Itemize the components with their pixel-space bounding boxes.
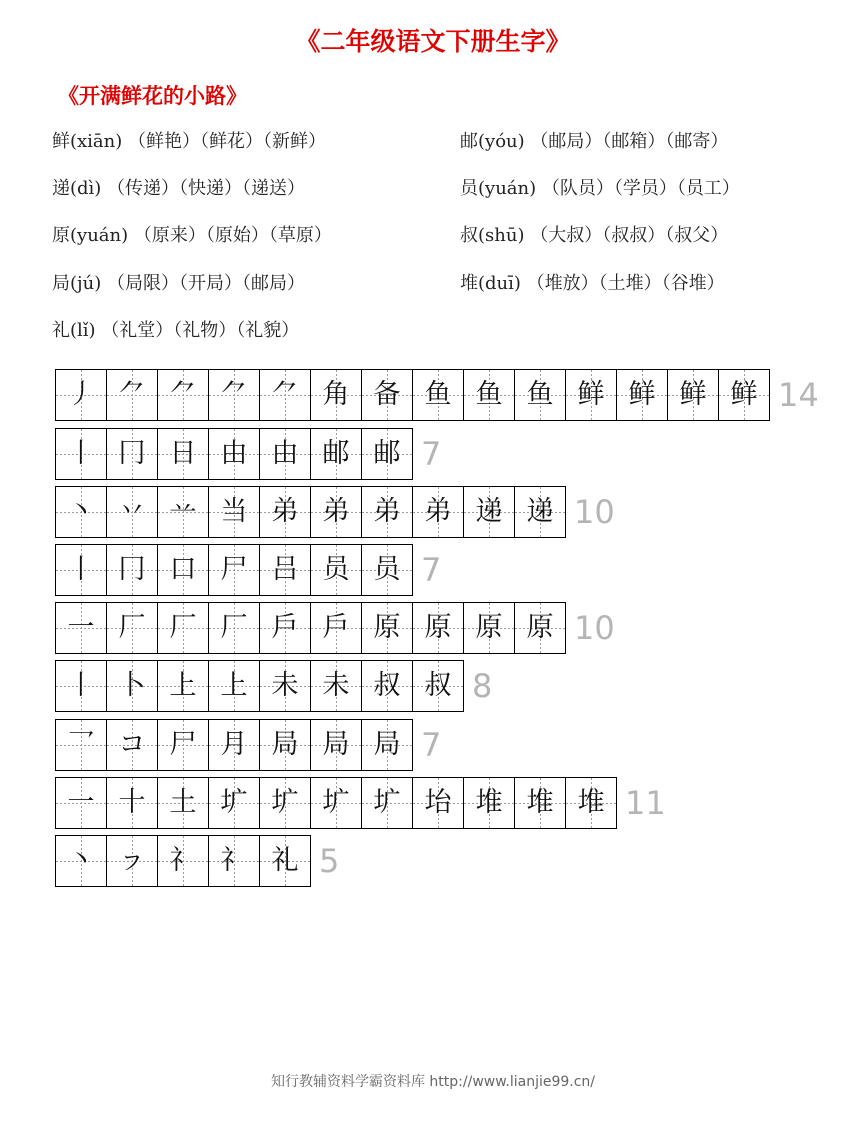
stroke-glyph: 弟 — [322, 496, 350, 527]
stroke-glyph: 局 — [322, 729, 350, 760]
stroke-cell — [617, 370, 668, 420]
stroke-count: 10 — [574, 608, 615, 647]
stroke-glyph: 坮 — [424, 787, 452, 818]
stroke-cell — [362, 603, 413, 653]
stroke-cell — [260, 370, 311, 420]
vocab-line: 堆(duī) （堆放）（土堆）（谷堆） — [460, 273, 725, 294]
stroke-glyph: ⺈ — [118, 379, 146, 410]
stroke-count: 11 — [625, 783, 666, 822]
stroke-count: 7 — [421, 434, 442, 473]
stroke-glyph: ⺈ — [271, 379, 299, 410]
stroke-glyph: 戶 — [271, 612, 299, 643]
stroke-glyph: 丿 — [67, 379, 95, 410]
footer-watermark: 知行教辅资料学霸资料库 http://www.lianjie99.cn/ — [270, 1074, 596, 1090]
stroke-cell — [311, 720, 362, 770]
stroke-glyph: 鲜 — [628, 379, 656, 410]
stroke-glyph: 未 — [271, 670, 299, 701]
stroke-glyph: 厂 — [220, 612, 248, 643]
stroke-glyph: 丨 — [67, 438, 95, 469]
stroke-row-6 — [55, 719, 441, 770]
stroke-glyph: 十 — [118, 787, 146, 818]
stroke-glyph: 上 — [169, 670, 197, 701]
stroke-cell — [158, 603, 209, 653]
stroke-row-0 — [55, 369, 819, 420]
stroke-row-3 — [55, 544, 441, 595]
stroke-count: 8 — [472, 666, 493, 705]
stroke-cell — [158, 370, 209, 420]
stroke-glyph: 圹 — [271, 787, 299, 818]
vocab-line: 鲜(xiān) （鲜艳）（鲜花）（新鲜） — [52, 131, 326, 152]
stroke-cell — [413, 370, 464, 420]
stroke-cell — [56, 661, 107, 711]
stroke-cell — [107, 545, 158, 595]
stroke-glyph: 由 — [220, 438, 248, 469]
stroke-glyph: 邮 — [373, 438, 401, 469]
stroke-cell — [56, 603, 107, 653]
stroke-glyph: 丷 — [118, 496, 146, 527]
stroke-cell — [209, 603, 260, 653]
stroke-row-2 — [55, 486, 615, 537]
stroke-glyph: 原 — [373, 612, 401, 643]
stroke-glyph: 乛 — [67, 729, 95, 760]
stroke-glyph: 弟 — [271, 496, 299, 527]
stroke-glyph: 丨 — [67, 554, 95, 585]
stroke-cell — [209, 487, 260, 537]
stroke-cells — [55, 777, 617, 829]
stroke-glyph: 鲜 — [679, 379, 707, 410]
stroke-glyph: 堆 — [475, 787, 503, 818]
stroke-cells — [55, 369, 770, 421]
stroke-row-7 — [55, 777, 666, 828]
stroke-cell — [158, 429, 209, 479]
stroke-count: 7 — [421, 725, 442, 764]
stroke-glyph: 原 — [475, 612, 503, 643]
stroke-glyph: 礻 — [169, 845, 197, 876]
stroke-cell — [464, 487, 515, 537]
stroke-cell — [107, 836, 158, 886]
stroke-count: 5 — [319, 841, 340, 880]
stroke-cell — [107, 603, 158, 653]
stroke-cell — [515, 603, 566, 653]
stroke-glyph: 递 — [526, 496, 554, 527]
stroke-cell — [107, 661, 158, 711]
stroke-cell — [311, 487, 362, 537]
stroke-cell — [311, 370, 362, 420]
stroke-cell — [209, 836, 260, 886]
stroke-glyph: 一 — [67, 612, 95, 643]
stroke-cell — [56, 720, 107, 770]
stroke-cell — [668, 370, 719, 420]
stroke-cells — [55, 428, 413, 480]
stroke-glyph: 丶 — [67, 845, 95, 876]
stroke-cell — [260, 545, 311, 595]
stroke-glyph: 弟 — [424, 496, 452, 527]
stroke-glyph: 未 — [322, 670, 350, 701]
stroke-cell — [515, 487, 566, 537]
stroke-glyph: 上 — [220, 670, 248, 701]
vocab-line: 原(yuán) （原来）（原始）（草原） — [52, 225, 332, 246]
stroke-glyph: ⺈ — [220, 379, 248, 410]
stroke-cell — [413, 487, 464, 537]
stroke-glyph: 叔 — [373, 670, 401, 701]
stroke-cell — [260, 836, 311, 886]
stroke-cell — [158, 661, 209, 711]
stroke-cells — [55, 602, 566, 654]
stroke-cell — [260, 429, 311, 479]
stroke-glyph: 堆 — [526, 787, 554, 818]
stroke-row-5 — [55, 660, 492, 711]
vocab-line: 邮(yóu) （邮局）（邮箱）（邮寄） — [460, 131, 729, 152]
stroke-cell — [56, 429, 107, 479]
stroke-cell — [209, 720, 260, 770]
vocab-line: 递(dì) （传递）（快递）（递送） — [52, 178, 306, 199]
stroke-cell — [56, 487, 107, 537]
stroke-glyph: 由 — [271, 438, 299, 469]
stroke-cell — [209, 661, 260, 711]
stroke-cell — [56, 836, 107, 886]
stroke-count: 10 — [574, 492, 615, 531]
stroke-cell — [362, 778, 413, 828]
stroke-glyph: 递 — [475, 496, 503, 527]
stroke-cell — [158, 720, 209, 770]
stroke-cell — [362, 370, 413, 420]
stroke-cell — [209, 429, 260, 479]
stroke-glyph: 原 — [424, 612, 452, 643]
stroke-cell — [107, 487, 158, 537]
stroke-cell — [311, 429, 362, 479]
stroke-glyph: 冂 — [118, 438, 146, 469]
stroke-glyph: 尸 — [220, 554, 248, 585]
stroke-cell — [107, 778, 158, 828]
stroke-cell — [413, 661, 464, 711]
stroke-count: 14 — [778, 375, 819, 414]
stroke-glyph: 弟 — [373, 496, 401, 527]
stroke-cell — [515, 370, 566, 420]
stroke-cell — [311, 603, 362, 653]
stroke-cell — [107, 370, 158, 420]
stroke-cell — [107, 720, 158, 770]
stroke-cell — [311, 661, 362, 711]
stroke-cell — [56, 370, 107, 420]
stroke-cells — [55, 486, 566, 538]
stroke-cell — [311, 778, 362, 828]
stroke-cell — [158, 545, 209, 595]
lesson-title: 《开满鲜花的小路》 — [58, 84, 247, 108]
stroke-glyph: 礼 — [271, 845, 299, 876]
stroke-glyph: 土 — [169, 787, 197, 818]
stroke-cell — [158, 778, 209, 828]
stroke-cell — [56, 545, 107, 595]
stroke-glyph: 月 — [220, 729, 248, 760]
stroke-glyph: 厂 — [118, 612, 146, 643]
stroke-row-4 — [55, 602, 615, 653]
stroke-count: 7 — [421, 550, 442, 589]
stroke-glyph: 局 — [373, 729, 401, 760]
stroke-glyph: ㇷ — [118, 845, 146, 876]
stroke-glyph: 备 — [373, 379, 401, 410]
stroke-cells — [55, 660, 464, 712]
stroke-cells — [55, 544, 413, 596]
stroke-cell — [719, 370, 770, 420]
stroke-glyph: 局 — [271, 729, 299, 760]
stroke-cell — [158, 487, 209, 537]
stroke-cell — [362, 720, 413, 770]
stroke-glyph: 䒑 — [169, 496, 197, 527]
stroke-cell — [362, 487, 413, 537]
stroke-cell — [260, 603, 311, 653]
stroke-cell — [209, 370, 260, 420]
stroke-glyph: 戶 — [322, 612, 350, 643]
stroke-glyph: 鲜 — [577, 379, 605, 410]
stroke-cell — [362, 545, 413, 595]
stroke-glyph: 当 — [220, 496, 248, 527]
stroke-cell — [260, 778, 311, 828]
stroke-glyph: 员 — [322, 554, 350, 585]
vocab-line: 员(yuán) （队员）（学员）（员工） — [460, 178, 740, 199]
stroke-cell — [413, 778, 464, 828]
stroke-glyph: 鱼 — [526, 379, 554, 410]
stroke-glyph: 圹 — [220, 787, 248, 818]
stroke-cell — [260, 720, 311, 770]
stroke-glyph: 厂 — [169, 612, 197, 643]
stroke-glyph: 员 — [373, 554, 401, 585]
stroke-cell — [260, 487, 311, 537]
stroke-glyph: 尸 — [169, 729, 197, 760]
stroke-glyph: 丨 — [67, 670, 95, 701]
stroke-cell — [362, 429, 413, 479]
stroke-cell — [566, 778, 617, 828]
stroke-glyph: 堆 — [577, 787, 605, 818]
stroke-glyph: 冂 — [118, 554, 146, 585]
stroke-cell — [311, 545, 362, 595]
stroke-cell — [362, 661, 413, 711]
stroke-cell — [515, 778, 566, 828]
stroke-cell — [158, 836, 209, 886]
stroke-glyph: 邮 — [322, 438, 350, 469]
stroke-glyph: 口 — [169, 554, 197, 585]
stroke-cell — [209, 778, 260, 828]
stroke-cell — [260, 661, 311, 711]
stroke-row-1 — [55, 428, 441, 479]
stroke-cell — [56, 778, 107, 828]
page-title: 《二年级语文下册生字》 — [295, 27, 571, 56]
stroke-glyph: 原 — [526, 612, 554, 643]
stroke-cell — [464, 603, 515, 653]
stroke-glyph: 叔 — [424, 670, 452, 701]
stroke-row-8 — [55, 835, 339, 886]
stroke-glyph: 鱼 — [475, 379, 503, 410]
stroke-cell — [209, 545, 260, 595]
vocab-line: 礼(lǐ) （礼堂）（礼物）（礼貌） — [52, 320, 300, 341]
stroke-cell — [464, 370, 515, 420]
stroke-cell — [566, 370, 617, 420]
stroke-glyph: 圹 — [373, 787, 401, 818]
stroke-glyph: コ — [118, 729, 146, 760]
stroke-cells — [55, 719, 413, 771]
stroke-glyph: 日 — [169, 438, 197, 469]
stroke-glyph: 卜 — [118, 670, 146, 701]
stroke-cells — [55, 835, 311, 887]
stroke-cell — [464, 778, 515, 828]
stroke-glyph: 角 — [322, 379, 350, 410]
stroke-glyph: 鱼 — [424, 379, 452, 410]
stroke-glyph: 礻 — [220, 845, 248, 876]
stroke-glyph: 圹 — [322, 787, 350, 818]
stroke-cell — [413, 603, 464, 653]
stroke-cell — [107, 429, 158, 479]
stroke-glyph: 吕 — [271, 554, 299, 585]
stroke-glyph: ⺈ — [169, 379, 197, 410]
vocab-line: 局(jú) （局限）（开局）（邮局） — [52, 273, 305, 294]
vocab-line: 叔(shū) （大叔）（叔叔）（叔父） — [460, 225, 729, 246]
stroke-glyph: 丶 — [67, 496, 95, 527]
stroke-glyph: 一 — [67, 787, 95, 818]
stroke-glyph: 鲜 — [730, 379, 758, 410]
